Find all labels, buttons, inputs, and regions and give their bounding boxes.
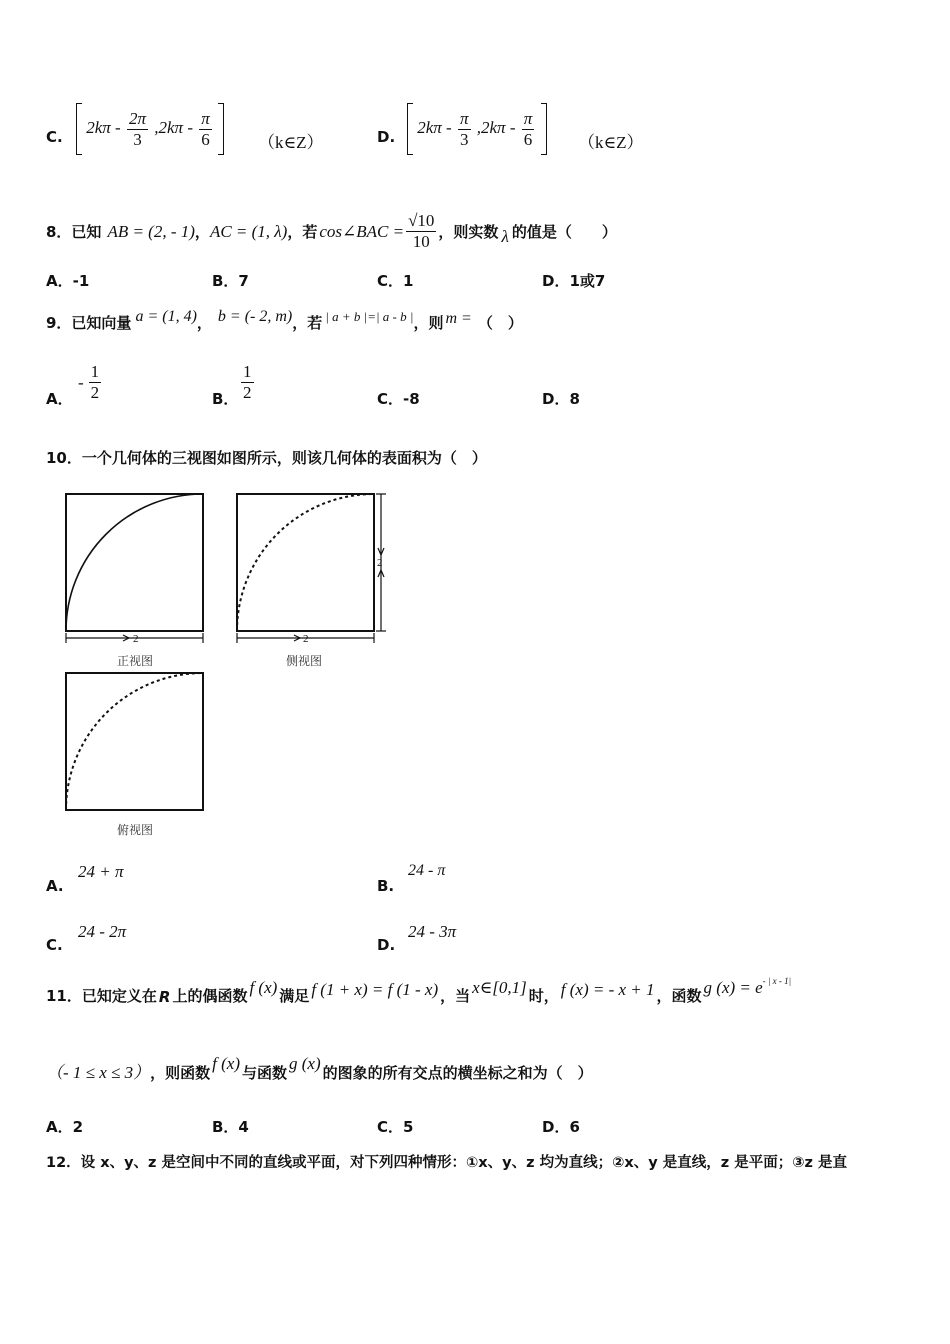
q10-option-b: 24 - π bbox=[408, 862, 446, 879]
q7-option-c-condition: （k∈Z） bbox=[258, 133, 324, 152]
q10-option-b-label: B. bbox=[377, 877, 395, 895]
q7-option-d-interval: 2kπ - $\frac{\pi}{3}$ ,2kπ - $\frac{\pi}{6}$ bbox=[407, 103, 547, 155]
q11-option-a: A．2 bbox=[46, 1118, 84, 1136]
q10-option-d-label: D. bbox=[377, 936, 396, 954]
q9-option-d: D．8 bbox=[542, 390, 580, 408]
q10-option-c: 24 - 2π bbox=[78, 922, 127, 941]
q10-option-c-label: C. bbox=[46, 936, 63, 954]
front-view bbox=[66, 494, 203, 643]
side-view-caption: 侧视图 bbox=[286, 654, 323, 668]
top-view bbox=[66, 673, 203, 810]
q7-option-d-condition: （k∈Z） bbox=[578, 133, 644, 152]
q8-option-c: C．1 bbox=[377, 272, 414, 290]
q10-option-a-label: A. bbox=[46, 877, 64, 895]
q11-option-c: C．5 bbox=[377, 1118, 414, 1136]
q12-stem: 12．设 x、y、z 是空间中不同的直线或平面，对下列四种情形：①x、y、z 均为直线；②x、y 是直线，z 是平面；③z 是直 bbox=[46, 1155, 847, 1171]
front-view-caption: 正视图 bbox=[117, 654, 154, 668]
front-width-label: 2 bbox=[133, 633, 139, 645]
q9-option-a-value: - $\frac{1}{2}$ bbox=[78, 362, 100, 402]
top-view-caption: 俯视图 bbox=[117, 823, 154, 837]
q11-option-b: B．4 bbox=[212, 1118, 249, 1136]
q10-option-a: 24 + π bbox=[78, 862, 124, 881]
q9-option-a-label: A． bbox=[46, 390, 73, 408]
q8-option-d: D．1或7 bbox=[542, 272, 606, 290]
q11-option-d: D．6 bbox=[542, 1118, 580, 1136]
q11-stem-line1: 11．已知定义在 R 上的偶函数 f (x) 满足 f (1 + x) = f (1 - x) ，当 x∈[0,1] 时， f (x) = - x + 1 ，函数 g (x) = e - | x - 1| bbox=[46, 976, 792, 1006]
q7-option-c-interval: 2kπ - $\frac{2\pi}{3}$ ,2kπ - $\frac{\pi}{6}$ bbox=[76, 103, 224, 155]
q8-option-a: A．-1 bbox=[46, 272, 90, 290]
three-view-figure bbox=[55, 485, 405, 845]
q9-stem: 9．已知向量 a = (1, 4) ， b = (- 2, m) ，若 | a + b |=| a - b | ，则 m = （ ） bbox=[46, 307, 523, 332]
q7-option-c-label: C. bbox=[46, 128, 63, 146]
side-height-label: 2 bbox=[377, 557, 383, 569]
side-width-label: 2 bbox=[303, 633, 309, 645]
q9-option-c: C．-8 bbox=[377, 390, 420, 408]
side-view bbox=[237, 494, 386, 643]
q11-stem-line2: （- 1 ≤ x ≤ 3） ，则函数 f (x) 与函数 g (x) 的图象的所有交点的横坐标之和为（ ） bbox=[46, 1054, 593, 1082]
q8-stem: 8．已知 AB = (2, - 1) ， AC = (1, λ) ，若 cos∠BAC = $\frac{√10}{10}$ ，则实数 λ 的值是（ ） bbox=[46, 211, 617, 251]
q10-stem: 10．一个几何体的三视图如图所示，则该几何体的表面积为（ ） bbox=[46, 449, 487, 467]
q9-option-b-value: $\frac{1}{2}$ bbox=[243, 362, 252, 402]
q9-option-b-label: B． bbox=[212, 390, 239, 408]
q7-option-d-label: D. bbox=[377, 128, 396, 146]
q10-option-d: 24 - 3π bbox=[408, 922, 457, 941]
q8-option-b: B．7 bbox=[212, 272, 249, 290]
